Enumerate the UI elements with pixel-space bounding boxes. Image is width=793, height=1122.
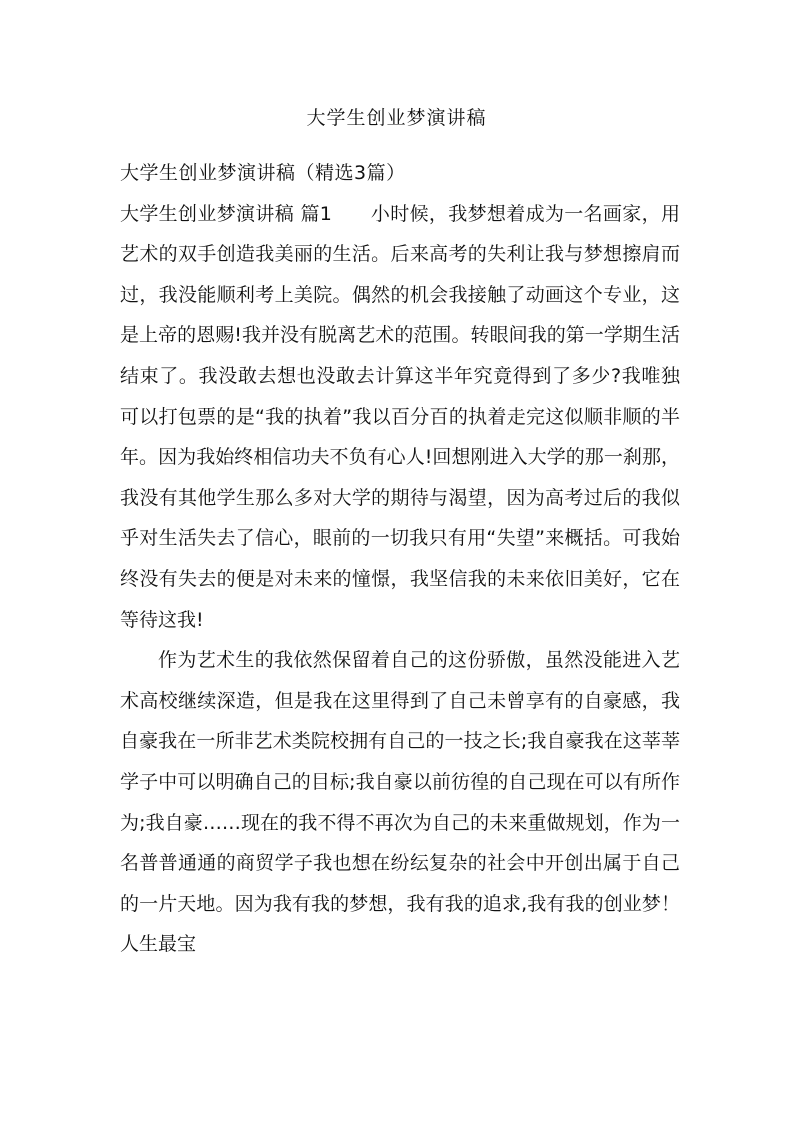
document-subtitle: 大学生创业梦演讲稿（精选3篇） <box>120 162 406 184</box>
paragraph-1: 大学生创业梦演讲稿 篇1 小时候，我梦想着成为一名画家，用艺术的双手创造我美丽的生活。后来高考的失利让我与梦想擦肩而过，我没能顺利考上美院。偶然的机会我接触了动画这个专业，这是上帝的恩赐!我并没有脱离艺术的范围。转眼间我的第一学期生活结束了。我没敢去想也没敢去计算这半年究竟得到了多少?我唯独可以打包票的是“我的执着”我以百分百的执着走完这似顺非顺的半年。因为我始终相信功夫不负有心人!回想刚进入大学的那一刹那，我没有其他学生那么多对大学的期待与渴望，因为高考过后的我似乎对生活失去了信心，眼前的一切我只有用“失望”来概括。可我始终没有失去的便是对未来的憧憬，我坚信我的未来依旧美好，它在等待这我! <box>120 202 680 631</box>
document-body <box>120 153 680 965</box>
paragraph-2: 作为艺术生的我依然保留着自己的这份骄傲，虽然没能进入艺术高校继续深造，但是我在这里得到了自己未曾享有的自豪感，我自豪我在一所非艺术类院校拥有自己的一技之长;我自豪我在这莘莘学子中可以明确自己的目标;我自豪以前彷徨的自己现在可以有所作为;我自豪……现在的我不得不再次为自己的未来重做规划，作为一名普普通通的商贸学子我也想在纷纭复杂的社会中开创出属于自己的一片天地。因为我有我的梦想，我有我的追求,我有我的创业梦！人生最宝 <box>120 649 680 956</box>
document-title: 大学生创业梦演讲稿 <box>306 107 487 129</box>
